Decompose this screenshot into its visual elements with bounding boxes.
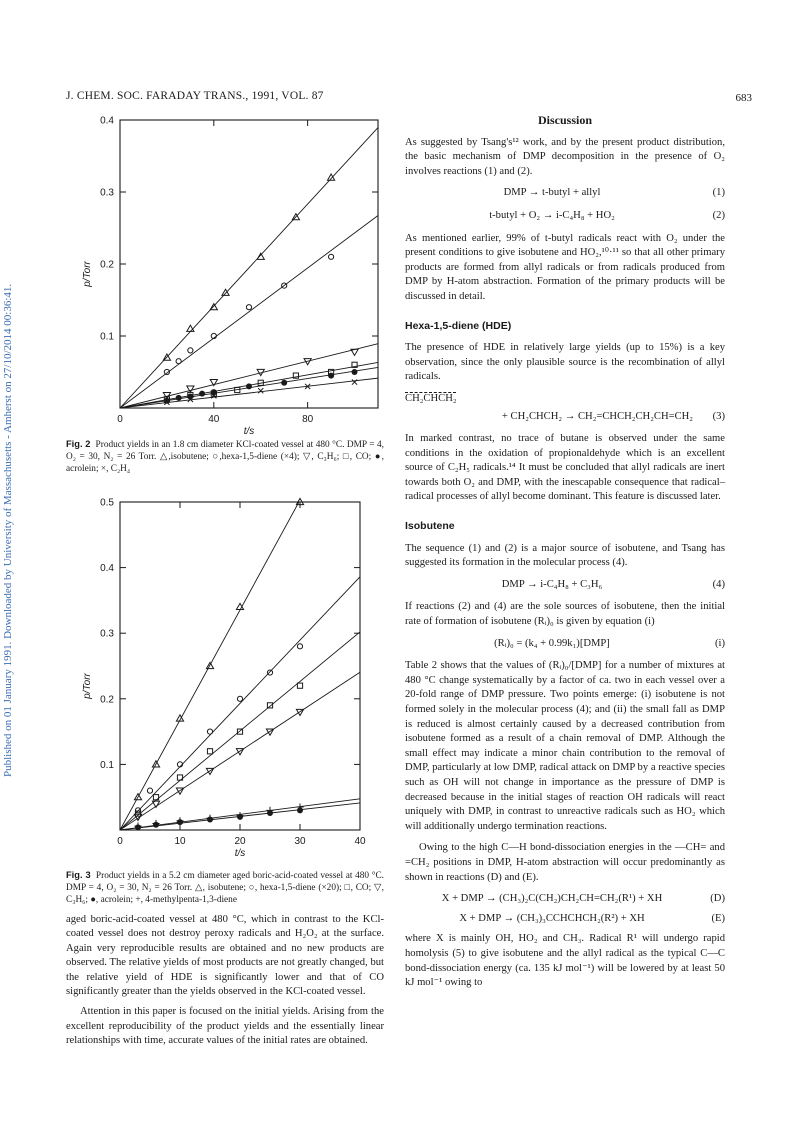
data-point-cross [352, 379, 357, 384]
paragraph: As mentioned earlier, 99% of t-butyl radicals react with O₂ under the present conditions to give isobutene and HO₂,¹⁰·¹¹ so that all other primary products are formed from allyl radicals or from radicals produced from DMP by H-atom abstraction. Formation of the primary products will be discussed in detail. [405, 232, 725, 302]
data-point-triangle [236, 603, 243, 609]
y-tick-label: 0.2 [100, 694, 114, 706]
equation-text: DMP → i-C₄H₈ + C₃H₆ [501, 578, 603, 590]
plot-frame [120, 120, 378, 408]
figure-3-chart [70, 492, 380, 867]
series-line [120, 344, 378, 408]
equation-text: t-butyl + O₂ → i-C₄H₈ + HO₂ [489, 209, 615, 221]
equation-E [405, 912, 725, 927]
series-line [120, 378, 378, 408]
series-line [120, 577, 360, 830]
paragraph: aged boric-acid-coated vessel at 480 °C, which in contrast to the KCl-coated vessel does not destroy peroxy radicals and H₂O₂ at the surface. Again very reproducible results are obtained and no new products are observed. The relative yields of most products are not greatly changed, but the relative yield of HDE is significantly lower and that of CO significantly greater than the yields observed in the KCl-coated vessel. [66, 914, 384, 998]
data-point-filled-circle [352, 369, 358, 375]
x-axis-label: t/s [243, 426, 255, 437]
data-point-circle [237, 696, 242, 701]
equation-text: DMP → t-butyl + allyl [503, 187, 601, 199]
equation-i [405, 637, 725, 652]
paragraph: The presence of HDE in relatively large yields (up to 15%) is a key observation, since the only plausible source is the recombination of allyl radicals. [405, 342, 725, 383]
y-tick-label: 0.4 [100, 563, 114, 575]
download-watermark: Published on 01 January 1991. Downloaded by University of Massachusetts - Amherst on 27/10/2014 00:36:41. [2, 283, 14, 777]
data-point-triangle [257, 253, 264, 259]
y-tick-label: 0.1 [100, 331, 114, 343]
data-point-circle [297, 644, 302, 649]
figure-2-caption-text: Product yields in an 1.8 cm diameter KCl-coated vessel at 480 °C. DMP = 4, O₂ = 30, N₂ = 26 Torr. △,isobutene; ○,hexa-1,5-diene (×4); ▽, C₃H₆; □, CO; ●, acrolein; ×, C₂H₄ [66, 440, 385, 474]
y-tick-label: 0.1 [100, 759, 114, 771]
data-point-square [207, 749, 212, 754]
data-point-triangle [210, 304, 217, 310]
figure-2-caption [66, 438, 384, 475]
x-tick-label: 40 [208, 414, 220, 425]
equation-text: X + DMP → (CH₃)₃CCHCHCH₂(R²) + XH [459, 912, 645, 924]
y-tick-label: 0.3 [100, 628, 114, 640]
equation-number: (2) [712, 209, 725, 221]
y-tick-label: 0.5 [100, 497, 114, 509]
x-axis-label: t/s [234, 848, 246, 859]
equation-1 [405, 186, 725, 201]
paragraph: As suggested by Tsang's¹² work, and by the present product distribution, the basic mechanism of DMP decomposition in the presence of O₂ involves reactions (1) and (2). [405, 136, 725, 177]
equation-text: (Rᵢ)₀ = (k₄ + 0.99k₁)[DMP] [494, 637, 610, 649]
data-point-filled-circle [199, 391, 205, 397]
figure-3-label: Fig. 3 [66, 870, 91, 880]
paragraph: where X is mainly OH, HO₂ and CH₃. Radical R¹ will undergo rapid homolysis (5) to give isobutene and the allyl radical as the typical C—C bond-dissociation energy (ca. 135 kJ mol⁻¹) will be lowered by at least 50 kJ mol⁻¹ owing to [405, 933, 725, 989]
section-title-hde: Hexa-1,5-diene (HDE) [405, 319, 512, 332]
figure-3-caption [66, 869, 384, 906]
equation-text: X + DMP → (CH₃)₂C(CH₂)CH₂CH=CH₂(R¹) + XH [441, 893, 663, 905]
equation-4 [405, 578, 725, 593]
data-point-circle [147, 788, 152, 793]
x-tick-label: 20 [234, 836, 246, 847]
figure-2-label: Fig. 2 [66, 439, 91, 449]
data-point-filled-circle [187, 393, 193, 399]
equation-2 [405, 209, 725, 224]
series-line [120, 502, 299, 830]
data-point-filled-circle [281, 380, 287, 386]
x-tick-label: 30 [294, 836, 306, 847]
data-point-square [297, 683, 302, 688]
equation-text: CH₂CHCH₂ [405, 392, 457, 404]
left-column-text [66, 913, 384, 1055]
equation-number: (4) [712, 578, 725, 590]
equation-D [405, 892, 725, 907]
data-point-triangle-down [206, 768, 213, 774]
paragraph: In marked contrast, no trace of butane is observed under the same conditions in the oxidation of propionaldehyde which is an excellent source of C₂H₅ radicals.¹⁴ It must be concluded that allyl radicals are inert towards both O₂ and DMP, with the inescapable consequence that radical–radical processes of allyl become dominant. This feature is discussed later. [405, 433, 725, 503]
data-point-triangle-down [296, 709, 303, 715]
data-point-circle [188, 348, 193, 353]
paragraph: Owing to the high C—H bond-dissociation energies in the —CH= and =CH₂ positions in DMP, H-atom abstraction will occur predominantly as shown in reactions (D) and (E). [405, 842, 725, 883]
series-line [120, 128, 378, 408]
y-tick-label: 0.4 [100, 115, 114, 127]
x-tick-label: 0 [117, 414, 123, 425]
x-tick-label: 40 [354, 836, 366, 847]
x-tick-label: 10 [174, 836, 186, 847]
x-tick-label: 0 [117, 836, 123, 847]
y-tick-label: 0.3 [100, 187, 114, 199]
page-number: 683 [735, 92, 752, 104]
section-title-discussion: Discussion [537, 113, 593, 127]
equation-3 [405, 392, 725, 424]
y-tick-label: 0.2 [100, 259, 114, 271]
paragraph: If reactions (2) and (4) are the sole sources of isobutene, then the initial rate of formation of isobutene (Rᵢ)₀ is given by equation (i) [405, 601, 725, 628]
series-line [120, 215, 378, 408]
data-point-triangle-down [176, 788, 183, 794]
paragraph: Table 2 shows that the values of (Rᵢ)₀/[DMP] for a number of mixtures at 480 °C change systematically by a factor of ca. two in each vessel over a 20-fold range of DMP pressure. Two points emerge: (i) isobutene is not formed solely in the molecular process (4); and (ii) the small fall as DMP is reduced is almost certainly caused by a decreased contribution from isobutene formed as a result of a chain removal of DMP. Although the small effect may indicate a minor chain contribution to the removal of DMP, particularly at low DMP, radical attack on DMP by a reactive species such as OH will not change in importance as the pressure of DMP is decreased because in the initial stages of reaction OH radicals will react uniquely with DMP, in contrast to unreactive radicals such as HO₂ which will additionally undergo termination reactions. [405, 660, 725, 832]
data-point-cross [258, 388, 263, 393]
data-point-filled-circle [246, 383, 252, 389]
section-title-isobutene: Isobutene [405, 520, 455, 533]
running-head: J. CHEM. SOC. FARADAY TRANS., 1991, VOL. 87 [66, 90, 324, 102]
data-point-circle [207, 729, 212, 734]
data-point-circle [267, 670, 272, 675]
equation-number: (1) [712, 187, 725, 199]
paragraph: Attention in this paper is focused on the initial yields. Arising from the excellent reproducibility of the product yields and the essentially linear relationships with time, accurate values of the initial rates are obtained. [66, 1006, 384, 1047]
data-point-triangle [327, 174, 334, 180]
data-point-filled-circle [176, 395, 182, 401]
data-point-filled-circle [328, 373, 334, 379]
figure-2-chart [60, 108, 390, 438]
equation-number: (E) [711, 912, 725, 924]
data-point-triangle-down [351, 349, 358, 355]
data-point-circle [246, 305, 251, 310]
data-point-circle [328, 254, 333, 259]
data-point-triangle-down [236, 749, 243, 755]
paragraph: The sequence (1) and (2) is a major source of isobutene, and Tsang has suggested its formation in the molecular process (4). [405, 542, 725, 569]
equation-number: (i) [715, 637, 725, 649]
data-point-triangle-down [210, 379, 217, 385]
equation-text: + CH₂CHCH₂ → CH₂=CHCH₂CH₂CH=CH₂ [501, 410, 693, 422]
right-column-text [405, 113, 725, 998]
x-tick-label: 80 [302, 414, 314, 425]
figure-3-caption-text: Product yields in a 5.2 cm diameter aged boric-acid-coated vessel at 480 °C. DMP = 4, O₂ = 30, N₂ = 26 Torr. △, isobutene; ○, hexa-1,5-diene (×20); □, CO; ▽, C₃H₆; ●, acrolein; +, 4-methylpenta-1,3-diene [66, 871, 384, 905]
data-point-circle [176, 359, 181, 364]
y-axis-label: p/Torr [82, 261, 93, 287]
data-point-triangle-down [266, 729, 273, 735]
equation-number: (3) [712, 410, 725, 422]
plot-frame [120, 502, 360, 830]
y-axis-label: p/Torr [82, 673, 93, 699]
equation-number: (D) [710, 893, 725, 905]
data-point-circle [135, 808, 140, 813]
